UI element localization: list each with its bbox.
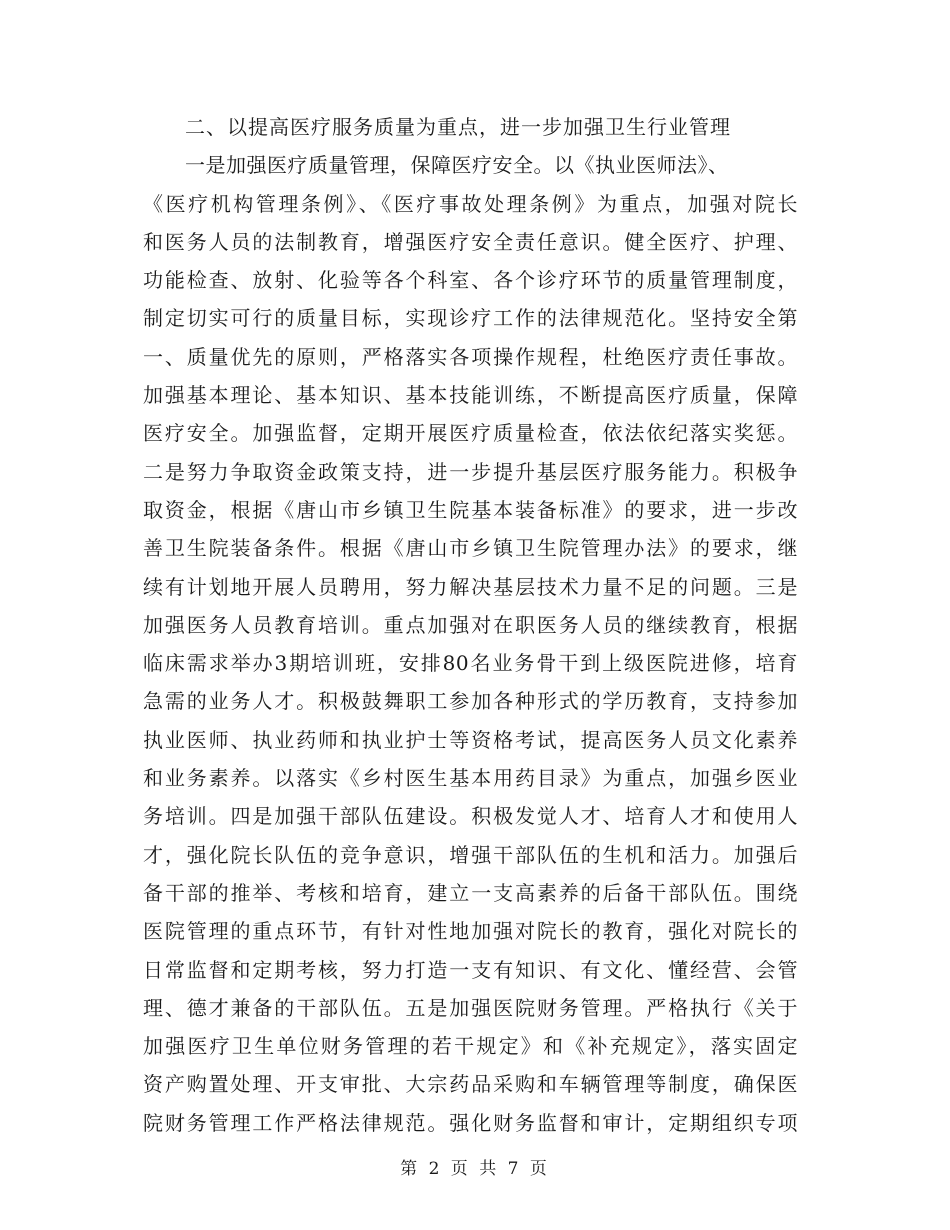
text-line: 加强医疗卫生单位财务管理的若干规定》和《补充规定》，落实固定 (143, 1034, 798, 1059)
text-line: 功能检查、放射、化验等各个科室、各个诊疗环节的质量管理制度， (143, 268, 798, 293)
text-line: 执业医师、执业药师和执业护士等资格考试，提高医务人员文化素养 (143, 727, 798, 752)
document-body (143, 108, 798, 1142)
text-line: 制定切实可行的质量目标，实现诊疗工作的法律规范化。坚持安全第 (143, 306, 798, 331)
text-line: 善卫生院装备条件。根据《唐山市乡镇卫生院管理办法》的要求，继 (143, 536, 798, 561)
text-line: 备干部的推举、考核和培育，建立一支高素养的后备干部队伍。围绕 (143, 880, 798, 905)
text-line: 院财务管理工作严格法律规范。强化财务监督和审计，定期组织专项 (143, 1110, 798, 1135)
text-line: 续有计划地开展人员聘用，努力解决基层技术力量不足的问题。三是 (143, 574, 798, 599)
text-line: 《医疗机构管理条例》、《医疗事故处理条例》为重点，加强对院长 (143, 191, 798, 216)
text-line: 资产购置处理、开支审批、大宗药品采购和车辆管理等制度，确保医 (143, 1072, 798, 1097)
text-line: 和医务人员的法制教育，增强医疗安全责任意识。健全医疗、护理、 (143, 229, 798, 254)
text-line: 取资金，根据《唐山市乡镇卫生院基本装备标准》的要求，进一步改 (143, 497, 798, 522)
text-line: 加强医务人员教育培训。重点加强对在职医务人员的继续教育，根据 (143, 612, 798, 637)
text-line: 二是努力争取资金政策支持，进一步提升基层医疗服务能力。积极争 (143, 459, 798, 484)
text-line: 才，强化院长队伍的竞争意识，增强干部队伍的生机和活力。加强后 (143, 842, 798, 867)
text-line: 理、德才兼备的干部队伍。五是加强医院财务管理。严格执行《关于 (143, 995, 798, 1020)
section-heading: 二、以提高医疗服务质量为重点，进一步加强卫生行业管理 (185, 115, 731, 139)
text-line: 急需的业务人才。积极鼓舞职工参加各种形式的学历教育，支持参加 (143, 689, 798, 714)
text-line: 医院管理的重点环节，有针对性地加强对院长的教育，强化对院长的 (143, 919, 798, 944)
text-line: 加强基本理论、基本知识、基本技能训练，不断提高医疗质量，保障 (143, 383, 798, 408)
text-line: 临床需求举办3期培训班，安排80名业务骨干到上级医院进修，培育 (143, 651, 798, 676)
text-line: 日常监督和定期考核，努力打造一支有知识、有文化、懂经营、会管 (143, 957, 798, 982)
text-line: 医疗安全。加强监督，定期开展医疗质量检查，依法依纪落实奖惩。 (143, 421, 798, 446)
text-line: 务培训。四是加强干部队伍建设。积极发觉人才、培育人才和使用人 (143, 804, 798, 829)
page-number-footer: 第 2 页 共 7 页 (400, 1159, 550, 1179)
paragraph-first-line: 一是加强医疗质量管理，保障医疗安全。以《执业医师法》、 (185, 153, 729, 178)
text-line: 和业务素养。以落实《乡村医生基本用药目录》为重点，加强乡医业 (143, 766, 798, 791)
text-line: 一、质量优先的原则，严格落实各项操作规程，杜绝医疗责任事故。 (143, 344, 798, 369)
